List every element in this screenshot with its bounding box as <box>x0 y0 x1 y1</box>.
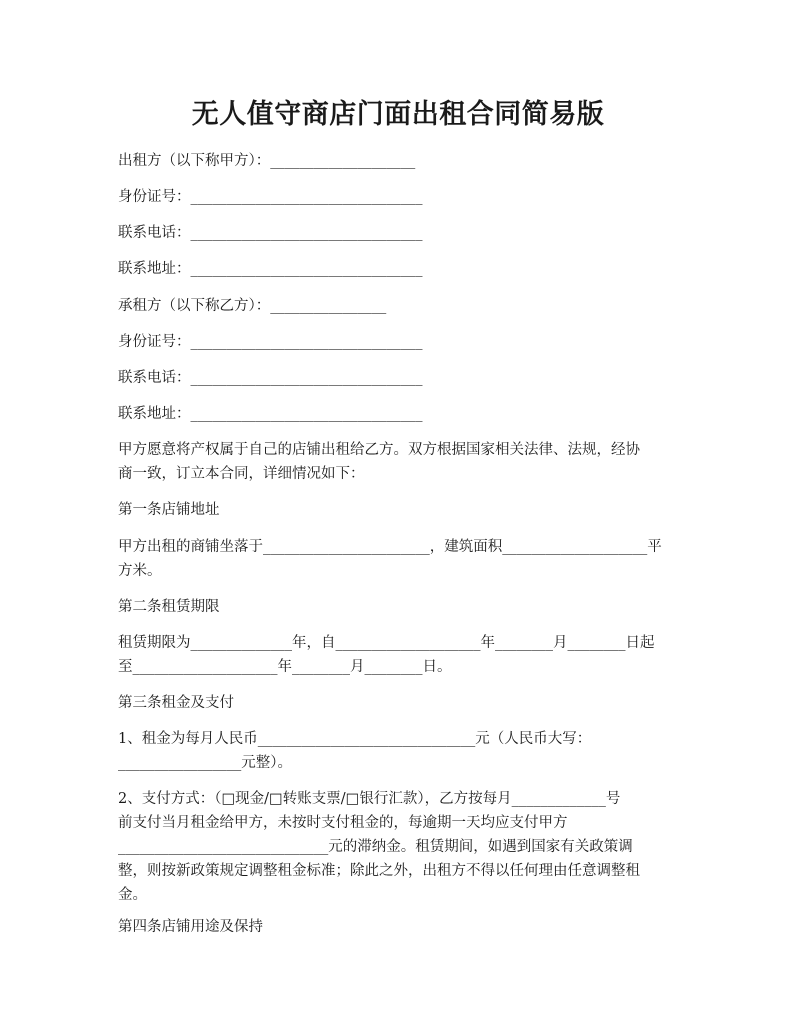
article1-heading: 第一条店铺地址 <box>118 502 220 518</box>
article3-item1-row: 1、租金为每月人民币______________________________元（人民币大写： <box>118 731 592 747</box>
article2-row: 租赁期限为______________年，自____________________年________月________日起 <box>118 635 655 651</box>
article1-paragraph <box>118 535 683 583</box>
article3-item2-row: 前支付当月租金给甲方，未按时支付租金的，每逾期一天均应支付甲方 <box>118 815 568 831</box>
party-a-address-line: 联系地址：________________________________ <box>118 261 423 277</box>
intro-row: 商一致，订立本合同，详细情况如下： <box>118 466 365 482</box>
article2-row: 至____________________年________月________日。 <box>118 659 452 675</box>
party-b-name-line: 承租方（以下称乙方）：________________ <box>118 298 387 314</box>
party-a-id-line: 身份证号：________________________________ <box>118 189 423 205</box>
article3-item1 <box>118 727 683 775</box>
party-b-id-line: 身份证号：________________________________ <box>118 334 423 350</box>
article3-item1-row: _________________元整）。 <box>118 755 292 771</box>
article3-item2-row: 整，则按新政策规定调整租金标准；除此之外，出租方不得以任何理由任意调整租 <box>118 863 640 879</box>
intro-paragraph <box>118 438 683 486</box>
article3-item2-row: 2、支付方式：（□现金/□转账支票/□银行汇款），乙方按每月_____________号 <box>118 791 621 807</box>
article2-heading: 第二条租赁期限 <box>118 599 220 615</box>
document-title: 无人值守商店门面出租合同简易版 <box>191 99 605 130</box>
article3-heading: 第三条租金及支付 <box>118 695 234 711</box>
article3-item2-row: _____________________________元的滞纳金。租赁期间，如遇到国家有关政策调 <box>118 839 633 855</box>
party-a-phone-line: 联系电话：________________________________ <box>118 225 423 241</box>
article2-paragraph <box>118 631 683 679</box>
party-b-address-line: 联系地址：________________________________ <box>118 406 423 422</box>
party-a-name-line: 出租方（以下称甲方）：____________________ <box>118 153 416 169</box>
article4-heading: 第四条店铺用途及保持 <box>118 919 263 935</box>
article1-row: 甲方出租的商铺坐落于_______________________，建筑面积____________________平 <box>118 539 662 555</box>
intro-row: 甲方愿意将产权属于自己的店铺出租给乙方。双方根据国家相关法律、法规，经协 <box>118 442 640 458</box>
article3-item2-row: 金。 <box>118 887 147 903</box>
article3-item2 <box>118 787 683 907</box>
party-b-phone-line: 联系电话：________________________________ <box>118 370 423 386</box>
article1-row: 方米。 <box>118 563 162 579</box>
